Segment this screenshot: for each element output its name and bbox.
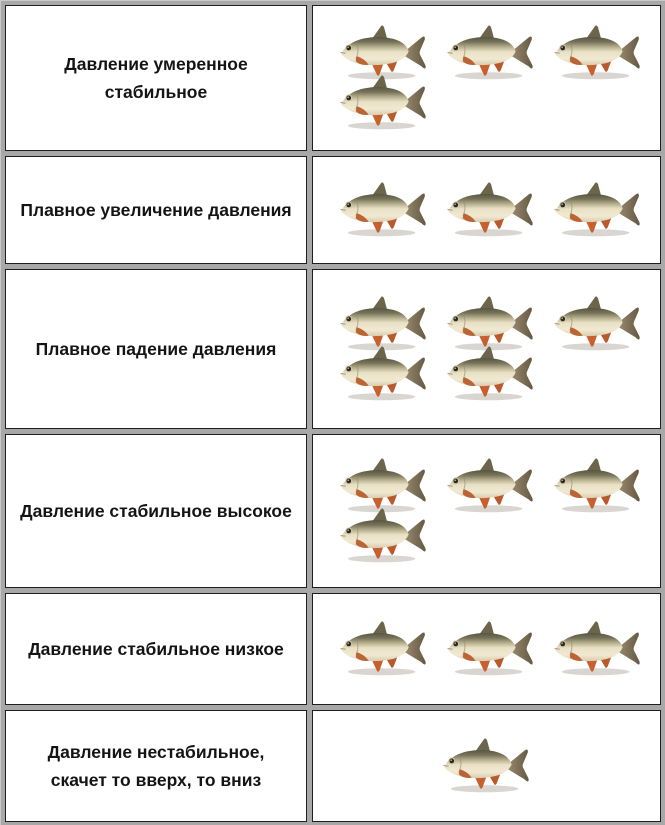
condition-cell-4 [5, 434, 307, 588]
fish-rating-cell-3 [312, 269, 661, 429]
fish-icon [444, 345, 538, 403]
fish-rating-cell-5 [312, 593, 661, 705]
fish-icon [337, 181, 431, 239]
fish-row [337, 181, 660, 239]
fish-row [337, 507, 660, 565]
condition-label: Давление умеренное стабильное [64, 53, 248, 102]
fish-icon [337, 620, 431, 678]
condition-cell-2 [5, 156, 307, 264]
condition-label: Плавное увеличение давления [20, 199, 292, 220]
condition-cell-3 [5, 269, 307, 429]
fish-rating-cell-6 [312, 710, 661, 822]
condition-label: Давление нестабильное, скачет то вверх, то вниз [47, 741, 265, 790]
fish-rating-cell-2 [312, 156, 661, 264]
fish-icon [337, 345, 431, 403]
fish-icon [444, 181, 538, 239]
fish-icon [337, 74, 431, 132]
fish-icon [440, 737, 534, 795]
condition-cell-5 [5, 593, 307, 705]
condition-label: Давление стабильное низкое [28, 638, 284, 659]
fish-rating-cell-1 [312, 5, 661, 151]
condition-label: Давление стабильное высокое [20, 500, 292, 521]
fish-row [337, 74, 660, 132]
condition-cell-1 [5, 5, 307, 151]
condition-cell-6 [5, 710, 307, 822]
fish-rating-cell-4 [312, 434, 661, 588]
condition-label: Плавное падение давления [35, 338, 277, 359]
fish-icon [444, 620, 538, 678]
fish-icon [551, 181, 645, 239]
fish-icon [551, 620, 645, 678]
fish-row [337, 345, 660, 403]
fish-row [337, 620, 660, 678]
fish-row [440, 737, 534, 795]
fish-icon [337, 507, 431, 565]
